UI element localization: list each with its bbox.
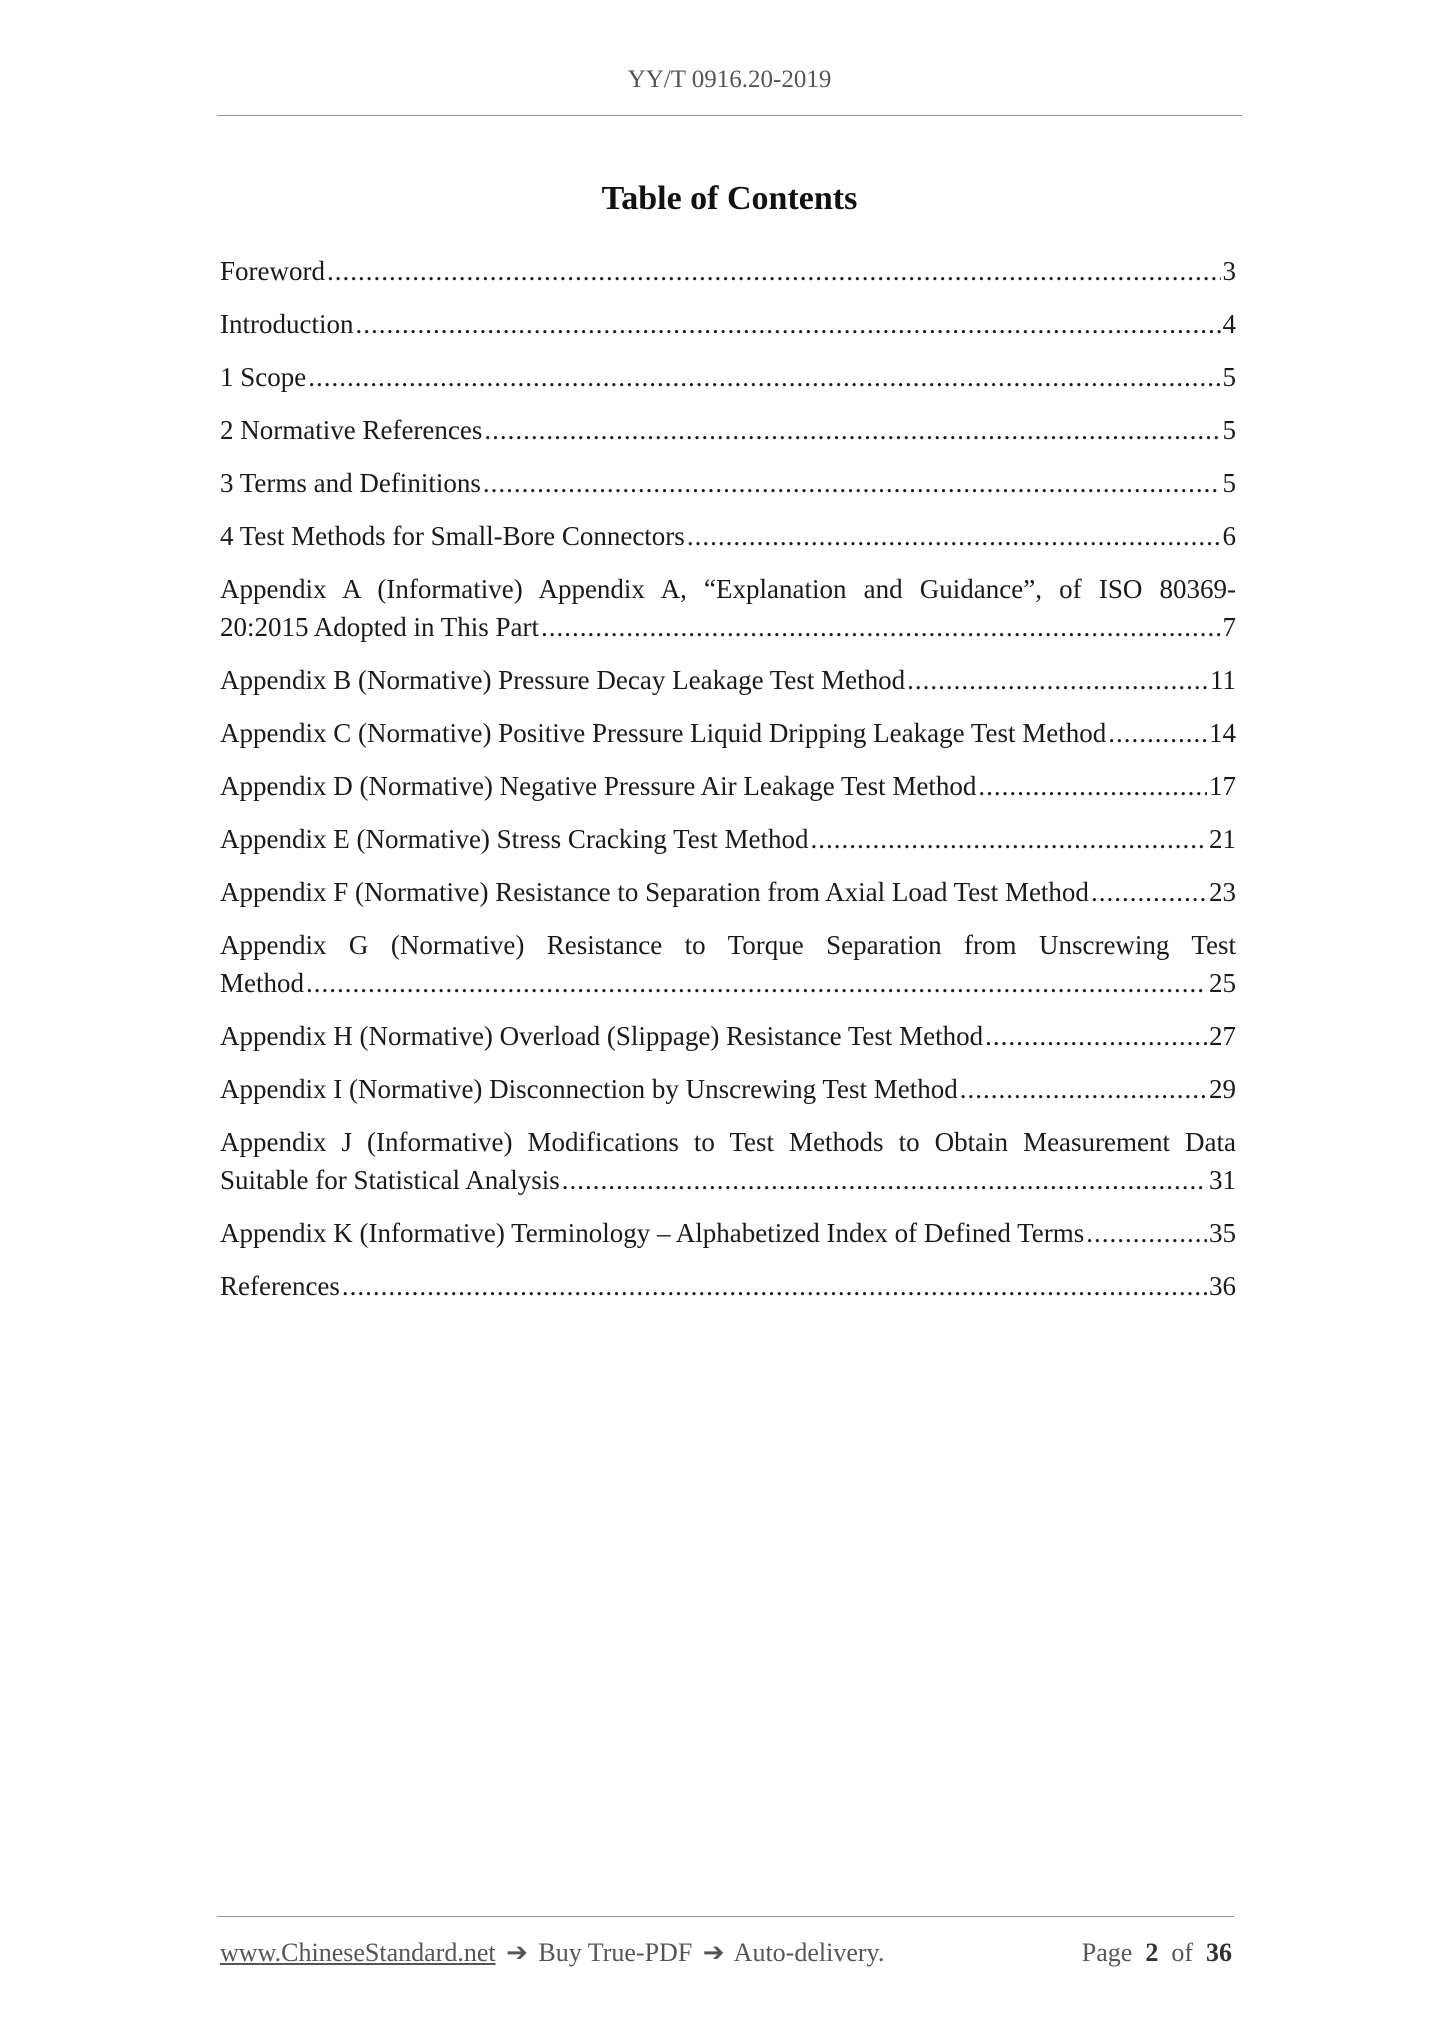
toc-entry-appendix-g[interactable] [220, 926, 1236, 1002]
toc-entry-introduction[interactable] [220, 305, 1236, 343]
toc-entry-title: Introduction [220, 309, 354, 339]
toc-page-number: 21 [1209, 824, 1236, 854]
toc-page-number: 6 [1222, 521, 1236, 551]
dot-leader [541, 608, 1220, 646]
toc-page-number: 7 [1222, 612, 1236, 642]
page-label: Page [1081, 1938, 1133, 1967]
dot-leader [907, 661, 1208, 699]
toc-entry-terms-and-definitions[interactable] [220, 464, 1236, 502]
toc-page-number: 5 [1222, 468, 1236, 498]
toc-entry-title: Appendix A (Informative) Appendix A, “Explanation and Guidance”, of ISO 80369- [220, 574, 1236, 604]
toc-entry-appendix-e[interactable] [220, 820, 1236, 858]
toc-entry-appendix-c[interactable] [220, 714, 1236, 752]
website-link[interactable]: www.ChineseStandard.net [220, 1938, 496, 1967]
toc-page-number: 31 [1209, 1165, 1236, 1195]
toc-entry-references[interactable] [220, 1267, 1236, 1305]
toc-entry-title: Appendix J (Informative) Modifications to Test Methods to Obtain Measurement Data [220, 1127, 1236, 1157]
table-of-contents [220, 252, 1236, 1320]
current-page-number: 2 [1145, 1938, 1159, 1967]
dot-leader [985, 1017, 1207, 1055]
dot-leader [978, 767, 1207, 805]
dot-leader [483, 464, 1221, 502]
dot-leader [960, 1070, 1207, 1108]
toc-entry-title: 1 Scope [220, 362, 307, 392]
document-id-header: YY/T 0916.20-2019 [627, 66, 832, 93]
toc-entry-appendix-a[interactable] [220, 570, 1236, 646]
toc-entry-appendix-h[interactable] [220, 1017, 1236, 1055]
toc-entry-test-methods[interactable] [220, 517, 1236, 555]
auto-delivery-text: Auto-delivery. [733, 1938, 885, 1967]
toc-page-number: 11 [1210, 665, 1236, 695]
toc-page-number: 25 [1209, 968, 1236, 998]
toc-entry-title: Appendix I (Normative) Disconnection by Unscrewing Test Method [220, 1074, 958, 1104]
toc-entry-appendix-b[interactable] [220, 661, 1236, 699]
toc-page-number: 23 [1209, 877, 1236, 907]
toc-entry-normative-references[interactable] [220, 411, 1236, 449]
dot-leader [308, 358, 1220, 396]
page-footer [220, 1938, 1232, 1968]
page-title: Table of Contents [601, 180, 858, 217]
toc-entry-title: Foreword [220, 256, 325, 286]
footer-promo [220, 1938, 884, 1968]
toc-entry-foreword[interactable] [220, 252, 1236, 290]
toc-page-number: 14 [1209, 718, 1236, 748]
arrow-right-icon: ➔ [702, 1938, 725, 1967]
toc-entry-appendix-f[interactable] [220, 873, 1236, 911]
dot-leader [327, 252, 1221, 290]
toc-entry-title: 4 Test Methods for Small-Bore Connectors [220, 521, 685, 551]
buy-true-pdf-text: Buy True-PDF [538, 1938, 693, 1967]
dot-leader [306, 964, 1207, 1002]
toc-entry-appendix-k[interactable] [220, 1214, 1236, 1252]
toc-page-number: 5 [1222, 362, 1236, 392]
toc-entry-title: Appendix K (Informative) Terminology – Alphabetized Index of Defined Terms [220, 1218, 1085, 1248]
toc-page-number: 35 [1209, 1218, 1236, 1248]
dot-leader [355, 305, 1220, 343]
dot-leader [1108, 714, 1207, 752]
header-divider [217, 115, 1242, 116]
toc-entry-title: Appendix B (Normative) Pressure Decay Leakage Test Method [220, 665, 906, 695]
toc-entry-title: References [220, 1271, 340, 1301]
toc-entry-appendix-i[interactable] [220, 1070, 1236, 1108]
toc-entry-title-continued: 20:2015 Adopted in This Part [220, 612, 540, 642]
dot-leader [1091, 873, 1207, 911]
toc-entry-scope[interactable] [220, 358, 1236, 396]
toc-page-number: 27 [1209, 1021, 1236, 1051]
toc-entry-title-continued: Suitable for Statistical Analysis [220, 1165, 560, 1195]
toc-entry-title: Appendix C (Normative) Positive Pressure Liquid Dripping Leakage Test Method [220, 718, 1107, 748]
toc-entry-title: Appendix F (Normative) Resistance to Separation from Axial Load Test Method [220, 877, 1089, 907]
toc-page-number: 3 [1222, 256, 1236, 286]
toc-page-number: 29 [1209, 1074, 1236, 1104]
toc-entry-title: Appendix G (Normative) Resistance to Torque Separation from Unscrewing Test [220, 930, 1236, 960]
toc-page-number: 17 [1209, 771, 1236, 801]
toc-entry-title: 2 Normative References [220, 415, 483, 445]
toc-page-number: 5 [1222, 415, 1236, 445]
page-indicator [1082, 1938, 1232, 1968]
total-pages-number: 36 [1206, 1938, 1232, 1967]
dot-leader [342, 1267, 1207, 1305]
dot-leader [687, 517, 1221, 555]
dot-leader [1086, 1214, 1207, 1252]
toc-entry-title: Appendix D (Normative) Negative Pressure Air Leakage Test Method [220, 771, 977, 801]
footer-divider [217, 1916, 1234, 1917]
dot-leader [811, 820, 1207, 858]
toc-page-number: 4 [1222, 309, 1236, 339]
dot-leader [484, 411, 1220, 449]
arrow-right-icon: ➔ [506, 1938, 528, 1967]
dot-leader [562, 1161, 1207, 1199]
toc-entry-title: Appendix H (Normative) Overload (Slippage) Resistance Test Method [220, 1021, 984, 1051]
toc-entry-title: Appendix E (Normative) Stress Cracking Test Method [220, 824, 809, 854]
page-of-label: of [1171, 1938, 1193, 1967]
toc-entry-title: 3 Terms and Definitions [220, 468, 481, 498]
toc-entry-title-continued: Method [220, 968, 304, 998]
toc-entry-appendix-d[interactable] [220, 767, 1236, 805]
toc-page-number: 36 [1209, 1271, 1236, 1301]
toc-entry-appendix-j[interactable] [220, 1123, 1236, 1199]
